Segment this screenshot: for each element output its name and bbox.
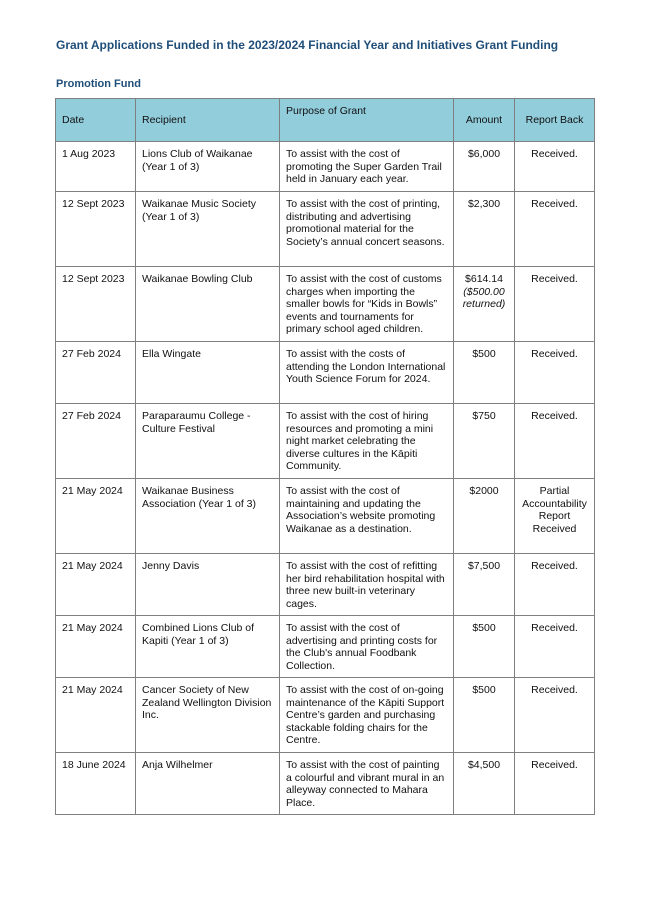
date-cell [56,554,136,616]
report-back-cell-text: Received. [531,148,578,160]
recipient-cell-text: Waikanae Business Association (Year 1 of 3) [142,485,257,510]
report-back-cell-text: Received. [531,560,578,572]
purpose-cell-text: To assist with the cost of printing, distributing and advertising promotional material for the Society’s annual concert seasons. [286,198,445,248]
date-cell-text: 21 May 2024 [62,560,123,572]
report-back-cell-text: Received. [531,684,578,696]
purpose-cell [280,753,454,815]
purpose-cell-text: To assist with the cost of on-going maintenance of the Kāpiti Support Centre’s garden and purchasing stackable folding chairs for the Centre. [286,684,445,747]
amount-cell [454,616,515,678]
date-cell [56,616,136,678]
amount-cell-text: $7,500 [467,560,501,572]
recipient-cell [136,479,280,554]
recipient-cell [136,678,280,753]
grants-table [55,98,595,815]
table-row [56,267,595,342]
purpose-cell [280,554,454,616]
report-back-cell [515,342,595,404]
amount-cell [454,267,515,342]
report-back-cell-text: Partial Accountability Report Received [522,485,587,535]
purpose-cell-text: To assist with the cost of maintaining and updating the Association’s website promoting Waikanae as a destination. [286,485,436,535]
date-cell-text: 1 Aug 2023 [62,148,116,160]
purpose-cell [280,479,454,554]
recipient-cell-text: Ella Wingate [142,348,201,360]
recipient-cell [136,192,280,267]
report-back-cell [515,192,595,267]
date-cell-text: 27 Feb 2024 [62,348,121,360]
column-header-date: Date [56,99,136,142]
recipient-cell [136,142,280,192]
column-header-purpose: Purpose of Grant [280,99,454,142]
report-back-cell [515,753,595,815]
page-title: Grant Applications Funded in the 2023/2024 Financial Year and Initiatives Grant Funding [56,38,559,52]
purpose-cell [280,342,454,404]
column-header-report-back: Report Back [515,99,595,142]
amount-cell-text: $6,000 [467,148,501,160]
amount-note: ($500.00 returned) [462,285,506,311]
recipient-cell-text: Paraparaumu College - Culture Festival [142,410,251,435]
recipient-cell-text: Anja Wilhelmer [142,759,213,771]
recipient-cell [136,267,280,342]
amount-cell [454,192,515,267]
report-back-cell [515,616,595,678]
date-cell [56,404,136,479]
report-back-cell-text: Received. [531,759,578,771]
table-row [56,404,595,479]
recipient-cell-text: Jenny Davis [142,560,200,572]
amount-cell [454,554,515,616]
date-cell-text: 12 Sept 2023 [62,273,125,285]
amount-cell-text: $750 [472,410,496,422]
date-cell-text: 21 May 2024 [62,485,123,497]
column-header-recipient: Recipient [136,99,280,142]
date-cell [56,192,136,267]
report-back-cell-text: Received. [531,348,578,360]
date-cell [56,342,136,404]
report-back-cell [515,404,595,479]
date-cell [56,753,136,815]
report-back-cell [515,267,595,342]
recipient-cell-text: Waikanae Music Society (Year 1 of 3) [142,198,256,223]
date-cell-text: 21 May 2024 [62,622,123,634]
table-row [56,192,595,267]
recipient-cell-text: Cancer Society of New Zealand Wellington Division Inc. [142,684,272,722]
report-back-cell [515,142,595,192]
report-back-cell-text: Received. [531,410,578,422]
report-back-cell-text: Received. [531,622,578,634]
table-row [56,753,595,815]
purpose-cell [280,267,454,342]
purpose-cell-text: To assist with the cost of customs charges when importing the smaller bowls for “Kids in Bowls” events and tournaments for primary school aged children. [286,273,442,336]
recipient-cell [136,404,280,479]
amount-cell-text: $500 [472,622,496,634]
purpose-cell-text: To assist with the costs of attending the London International Youth Science Forum for 2024. [286,348,446,386]
table-header-row [56,99,595,142]
purpose-cell [280,192,454,267]
date-cell [56,142,136,192]
date-cell [56,267,136,342]
report-back-cell [515,554,595,616]
amount-cell-text: $500 [472,684,496,696]
table-row [56,342,595,404]
date-cell [56,678,136,753]
report-back-cell [515,479,595,554]
table-row [56,678,595,753]
report-back-cell-text: Received. [531,273,578,285]
table-row [56,479,595,554]
report-back-cell-text: Received. [531,198,578,210]
recipient-cell [136,342,280,404]
date-cell-text: 12 Sept 2023 [62,198,125,210]
table-row [56,142,595,192]
recipient-cell-text: Waikanae Bowling Club [142,273,253,285]
purpose-cell [280,616,454,678]
purpose-cell-text: To assist with the cost of refitting her bird rehabilitation hospital with three new built-in veterinary cages. [286,560,445,610]
table-row [56,616,595,678]
table-row [56,554,595,616]
date-cell [56,479,136,554]
section-heading: Promotion Fund [56,78,141,90]
amount-cell [454,678,515,753]
purpose-cell [280,678,454,753]
date-cell-text: 21 May 2024 [62,684,123,696]
amount-cell-text: $4,500 [467,759,501,771]
amount-cell-text: $2,300 [467,198,501,210]
amount-cell [454,753,515,815]
report-back-cell [515,678,595,753]
recipient-cell-text: Combined Lions Club of Kapiti (Year 1 of 3) [142,622,255,647]
recipient-cell-text: Lions Club of Waikanae (Year 1 of 3) [142,148,253,173]
purpose-cell-text: To assist with the cost of painting a colourful and vibrant mural in an alleyway connected to Mahara Place. [286,759,445,809]
purpose-cell [280,142,454,192]
recipient-cell [136,753,280,815]
date-cell-text: 18 June 2024 [62,759,126,771]
amount-cell [454,342,515,404]
purpose-cell [280,404,454,479]
amount-cell-text: $614.14 [465,273,503,285]
recipient-cell [136,616,280,678]
date-cell-text: 27 Feb 2024 [62,410,121,422]
amount-cell [454,479,515,554]
purpose-cell-text: To assist with the cost of promoting the Super Garden Trail held in January each year. [286,148,442,186]
recipient-cell [136,554,280,616]
amount-cell-text: $500 [472,348,496,360]
amount-cell [454,142,515,192]
purpose-cell-text: To assist with the cost of advertising and printing costs for the Club's annual Foodbank Collection. [286,622,438,672]
amount-cell [454,404,515,479]
column-header-amount: Amount [454,99,515,142]
amount-cell-text: $2000 [469,485,499,497]
purpose-cell-text: To assist with the cost of hiring resources and promoting a mini night market celebrating the diverse cultures in the Kāpiti Community. [286,410,434,473]
